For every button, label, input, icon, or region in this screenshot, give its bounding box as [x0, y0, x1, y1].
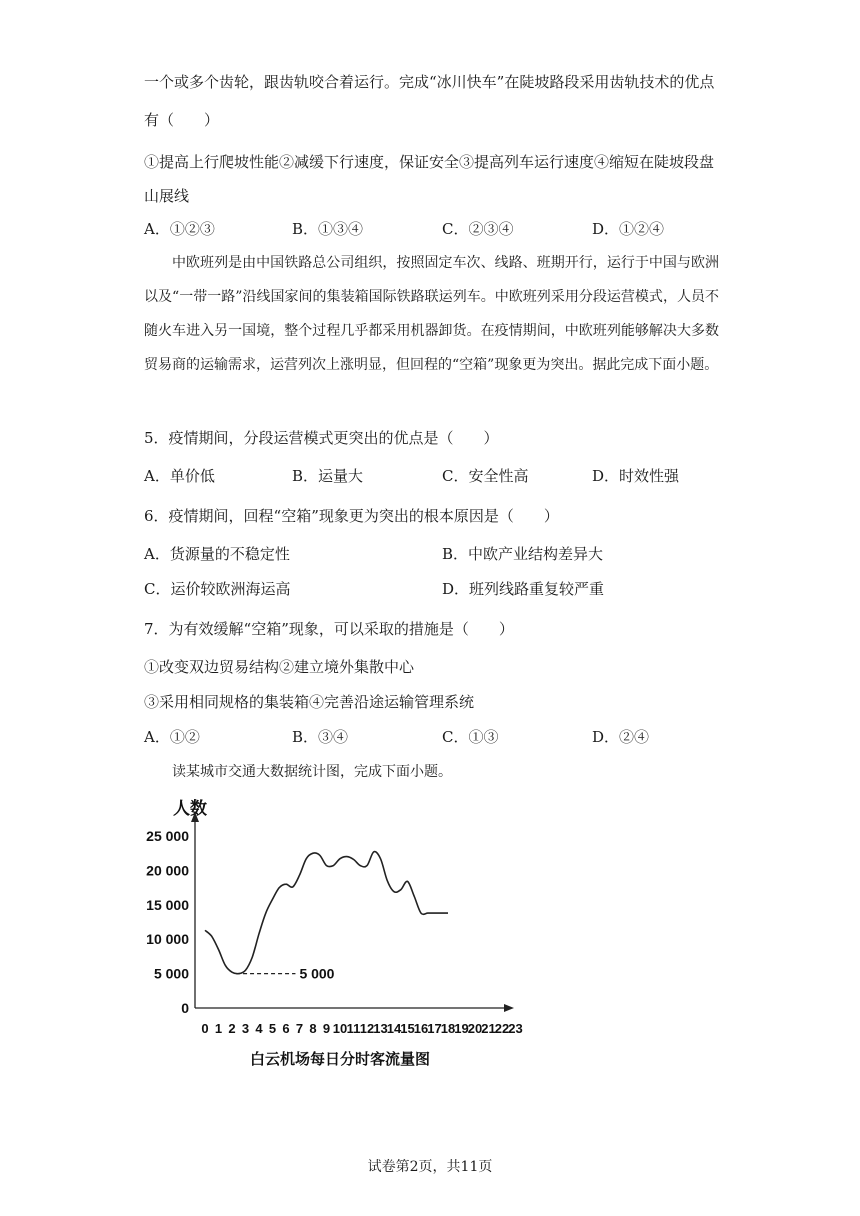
y-tick-labels	[146, 828, 189, 1016]
q7-option-d: D．②④	[592, 728, 650, 746]
x-tick-label: 21	[481, 1021, 496, 1036]
y-tick-label: 10 000	[146, 931, 189, 948]
q4-stem-line-2: 有（ ）	[144, 111, 220, 129]
q4-items-line-1: ①提高上行爬坡性能②减缓下行速度，保证安全③提高列车运行速度④缩短在陡坡段盘	[144, 153, 715, 171]
x-tick-label: 1	[214, 1021, 223, 1036]
chart-axes	[191, 812, 514, 1012]
x-tick-label: 3	[241, 1021, 250, 1036]
q5-option-c: C．安全性高	[442, 467, 529, 485]
passage-china-europe-railway: 中欧班列是由中国铁路总公司组织，按照固定车次、线路、班期开行，运行于中国与欧洲以及“一带一路”沿线国家间的集装箱国际铁路联运列车。中欧班列采用分段运营模式，人员不随火车进入另一国境，整个过程几乎都采用机器卸货。在疫情期间，中欧班列能够解决大多数贸易商的运输需求，运营列次上涨明显，但回程的“空箱”现象更为突出。据此完成下面小题。	[144, 255, 719, 373]
x-tick-label: 18	[440, 1021, 456, 1036]
x-tick-label: 12	[359, 1021, 375, 1036]
q4-option-d: D．①②④	[592, 220, 665, 238]
passage-chart-intro: 读某城市交通大数据统计图，完成下面小题。	[172, 764, 452, 780]
q6-option-a: A．货源量的不稳定性	[144, 545, 290, 563]
x-tick-label: 15	[400, 1021, 415, 1036]
x-tick-label: 20	[467, 1021, 483, 1036]
q6-option-d: D．班列线路重复较严重	[442, 580, 605, 598]
x-tick-label: 4	[255, 1021, 263, 1036]
x-tick-label: 7	[295, 1021, 304, 1036]
x-axis-arrow	[504, 1004, 514, 1012]
x-tick-label: 19	[454, 1021, 469, 1036]
q5-option-d: D．时效性强	[592, 467, 680, 485]
x-tick-label: 5	[268, 1021, 277, 1036]
q4-items-line-2: 山展线	[144, 187, 190, 205]
q5-stem: 5．疫情期间，分段运营模式更突出的优点是（ ）	[144, 429, 499, 447]
y-axis-label: 人数	[173, 799, 207, 818]
q6-option-c: C．运价较欧洲海运高	[144, 580, 291, 598]
y-tick-label: 20 000	[146, 862, 189, 879]
y-tick-label: 0	[181, 1000, 189, 1016]
x-tick-label: 14	[386, 1021, 402, 1036]
series-line-passengers	[205, 852, 448, 974]
q6-option-b: B．中欧产业结构差异大	[442, 545, 604, 563]
y-tick-label: 25 000	[146, 828, 189, 844]
y-tick-label: 15 000	[146, 896, 189, 913]
q7-items-line-1: ①改变双边贸易结构②建立境外集散中心	[144, 658, 415, 676]
q7-option-b: B．③④	[292, 728, 349, 746]
q5-option-b: B．运量大	[292, 467, 364, 485]
q6-stem: 6．疫情期间，回程“空箱”现象更为突出的根本原因是（ ）	[144, 507, 559, 525]
q4-stem-line-1: 一个或多个齿轮，跟齿轨咬合着运行。完成“冰川快车”在陡坡路段采用齿轨技术的优点	[144, 73, 715, 91]
q4-option-a: A．①②③	[144, 220, 215, 238]
page-footer: 试卷第2页，共11页	[367, 1159, 493, 1175]
q5-option-a: A．单价低	[144, 467, 215, 485]
x-tick-label: 13	[373, 1021, 388, 1036]
x-tick-label: 6	[282, 1021, 290, 1036]
x-tick-label: 11	[346, 1021, 361, 1036]
x-tick-labels	[201, 1021, 522, 1036]
annotation-label: 5 000	[299, 965, 335, 982]
x-tick-label: 0	[201, 1021, 209, 1036]
q4-option-c: C．②③④	[442, 220, 514, 238]
passenger-flow-chart	[140, 786, 540, 1076]
q7-stem: 7．为有效缓解“空箱”现象，可以采取的措施是（ ）	[144, 620, 514, 638]
y-tick-label: 5 000	[153, 965, 189, 982]
x-tick-label: 23	[508, 1021, 523, 1036]
q7-option-a: A．①②	[144, 728, 200, 746]
chart-title: 白云机场每日分时客流量图	[249, 1051, 431, 1068]
x-tick-label: 2	[228, 1021, 236, 1036]
x-tick-label: 9	[322, 1021, 331, 1036]
x-tick-label: 16	[413, 1021, 429, 1036]
q7-option-c: C．①③	[442, 728, 499, 746]
x-tick-label: 17	[427, 1021, 442, 1036]
x-tick-label: 8	[309, 1021, 317, 1036]
q7-items-line-2: ③采用相同规格的集装箱④完善沿途运输管理系统	[144, 693, 475, 711]
x-tick-label: 10	[332, 1021, 348, 1036]
q4-option-b: B．①③④	[292, 220, 364, 238]
x-tick-label: 22	[494, 1021, 510, 1036]
